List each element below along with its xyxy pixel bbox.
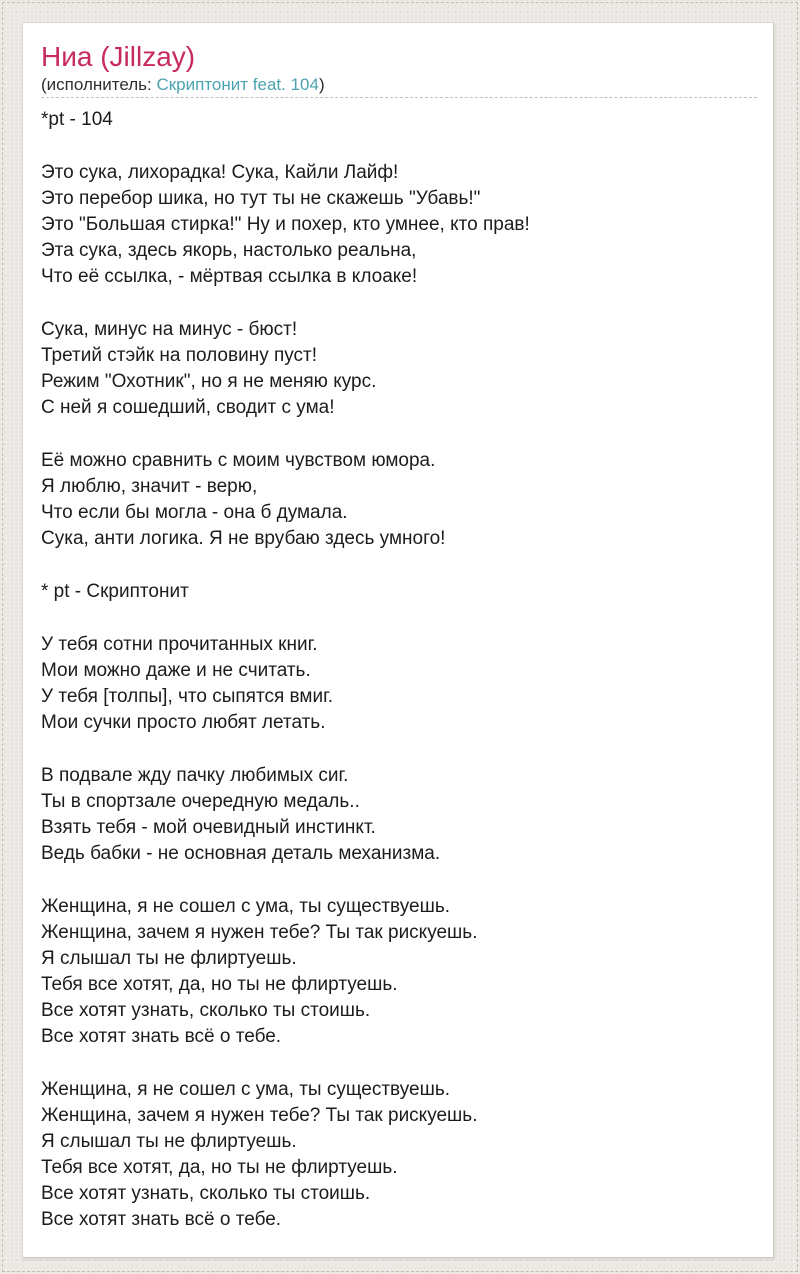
lyric-line: В подвале жду пачку любимых сиг. bbox=[41, 765, 349, 786]
lyric-line: Это "Большая стирка!" Ну и похер, кто умнее, кто прав! bbox=[41, 214, 530, 235]
lyric-line: Тебя все хотят, да, но ты не флиртуешь. bbox=[41, 974, 398, 995]
artist-link[interactable]: Скриптонит feat. 104 bbox=[156, 75, 319, 94]
lyrics-text bbox=[41, 107, 757, 1233]
lyric-line: Ведь бабки - не основная деталь механизма. bbox=[41, 843, 441, 864]
lyric-line: Режим "Охотник", но я не меняю курс. bbox=[41, 371, 377, 392]
lyric-line: Сука, анти логика. Я не врубаю здесь умного! bbox=[41, 528, 446, 549]
artist-suffix: ) bbox=[318, 75, 325, 94]
artist-label: (исполнитель: bbox=[41, 75, 157, 94]
lyric-line: У тебя [толпы], что сыпятся вмиг. bbox=[41, 686, 333, 707]
stanza bbox=[41, 894, 757, 1050]
lyric-line: Я люблю, значит - верю, bbox=[41, 476, 258, 497]
stanza bbox=[41, 448, 757, 552]
lyric-line: Эта сука, здесь якорь, настолько реальна, bbox=[41, 240, 417, 261]
stanza bbox=[41, 763, 757, 867]
lyric-line: Что её ссылка, - мёртвая ссылка в клоаке! bbox=[41, 266, 418, 287]
lyric-line: Женщина, зачем я нужен тебе? Ты так рискуешь. bbox=[41, 922, 478, 943]
lyric-line: Мои можно даже и не считать. bbox=[41, 660, 311, 681]
lyric-line: *pt - 104 bbox=[41, 109, 113, 130]
lyric-line: Женщина, я не сошел с ума, ты существуешь. bbox=[41, 896, 450, 917]
lyric-line: Женщина, зачем я нужен тебе? Ты так рискуешь. bbox=[41, 1105, 478, 1126]
lyric-line: Все хотят знать всё о тебе. bbox=[41, 1209, 282, 1230]
stanza bbox=[41, 632, 757, 736]
lyric-line: Сука, минус на минус - бюст! bbox=[41, 319, 298, 340]
stanza bbox=[41, 579, 757, 605]
lyric-line: * pt - Скриптонит bbox=[41, 581, 189, 602]
song-header bbox=[41, 41, 757, 98]
lyric-line: У тебя сотни прочитанных книг. bbox=[41, 634, 318, 655]
lyric-line: Женщина, я не сошел с ума, ты существуешь. bbox=[41, 1079, 450, 1100]
lyric-line: Третий стэйк на половину пуст! bbox=[41, 345, 318, 366]
lyric-line: Её можно сравнить с моим чувством юмора. bbox=[41, 450, 436, 471]
lyric-line: С ней я сошедший, сводит с ума! bbox=[41, 397, 335, 418]
lyric-line: Все хотят узнать, сколько ты стоишь. bbox=[41, 1000, 371, 1021]
stanza bbox=[41, 1077, 757, 1233]
artist-line bbox=[41, 75, 757, 94]
lyric-line: Все хотят знать всё о тебе. bbox=[41, 1026, 282, 1047]
stanza bbox=[41, 317, 757, 421]
song-title: Ниа (Jillzay) bbox=[41, 41, 196, 72]
lyric-line: Что если бы могла - она б думала. bbox=[41, 502, 348, 523]
stanza bbox=[41, 107, 757, 133]
lyric-line: Ты в спортзале очередную медаль.. bbox=[41, 791, 360, 812]
lyric-line: Взять тебя - мой очевидный инстинкт. bbox=[41, 817, 376, 838]
stanza bbox=[41, 160, 757, 290]
lyric-line: Я слышал ты не флиртуешь. bbox=[41, 1131, 297, 1152]
lyric-line: Это перебор шика, но тут ты не скажешь "Убавь!" bbox=[41, 188, 481, 209]
lyric-line: Мои сучки просто любят летать. bbox=[41, 712, 326, 733]
lyric-line: Все хотят узнать, сколько ты стоишь. bbox=[41, 1183, 371, 1204]
lyric-line: Тебя все хотят, да, но ты не флиртуешь. bbox=[41, 1157, 398, 1178]
lyric-line: Это сука, лихорадка! Сука, Кайли Лайф! bbox=[41, 162, 399, 183]
lyrics-card bbox=[22, 22, 774, 1258]
lyric-line: Я слышал ты не флиртуешь. bbox=[41, 948, 297, 969]
